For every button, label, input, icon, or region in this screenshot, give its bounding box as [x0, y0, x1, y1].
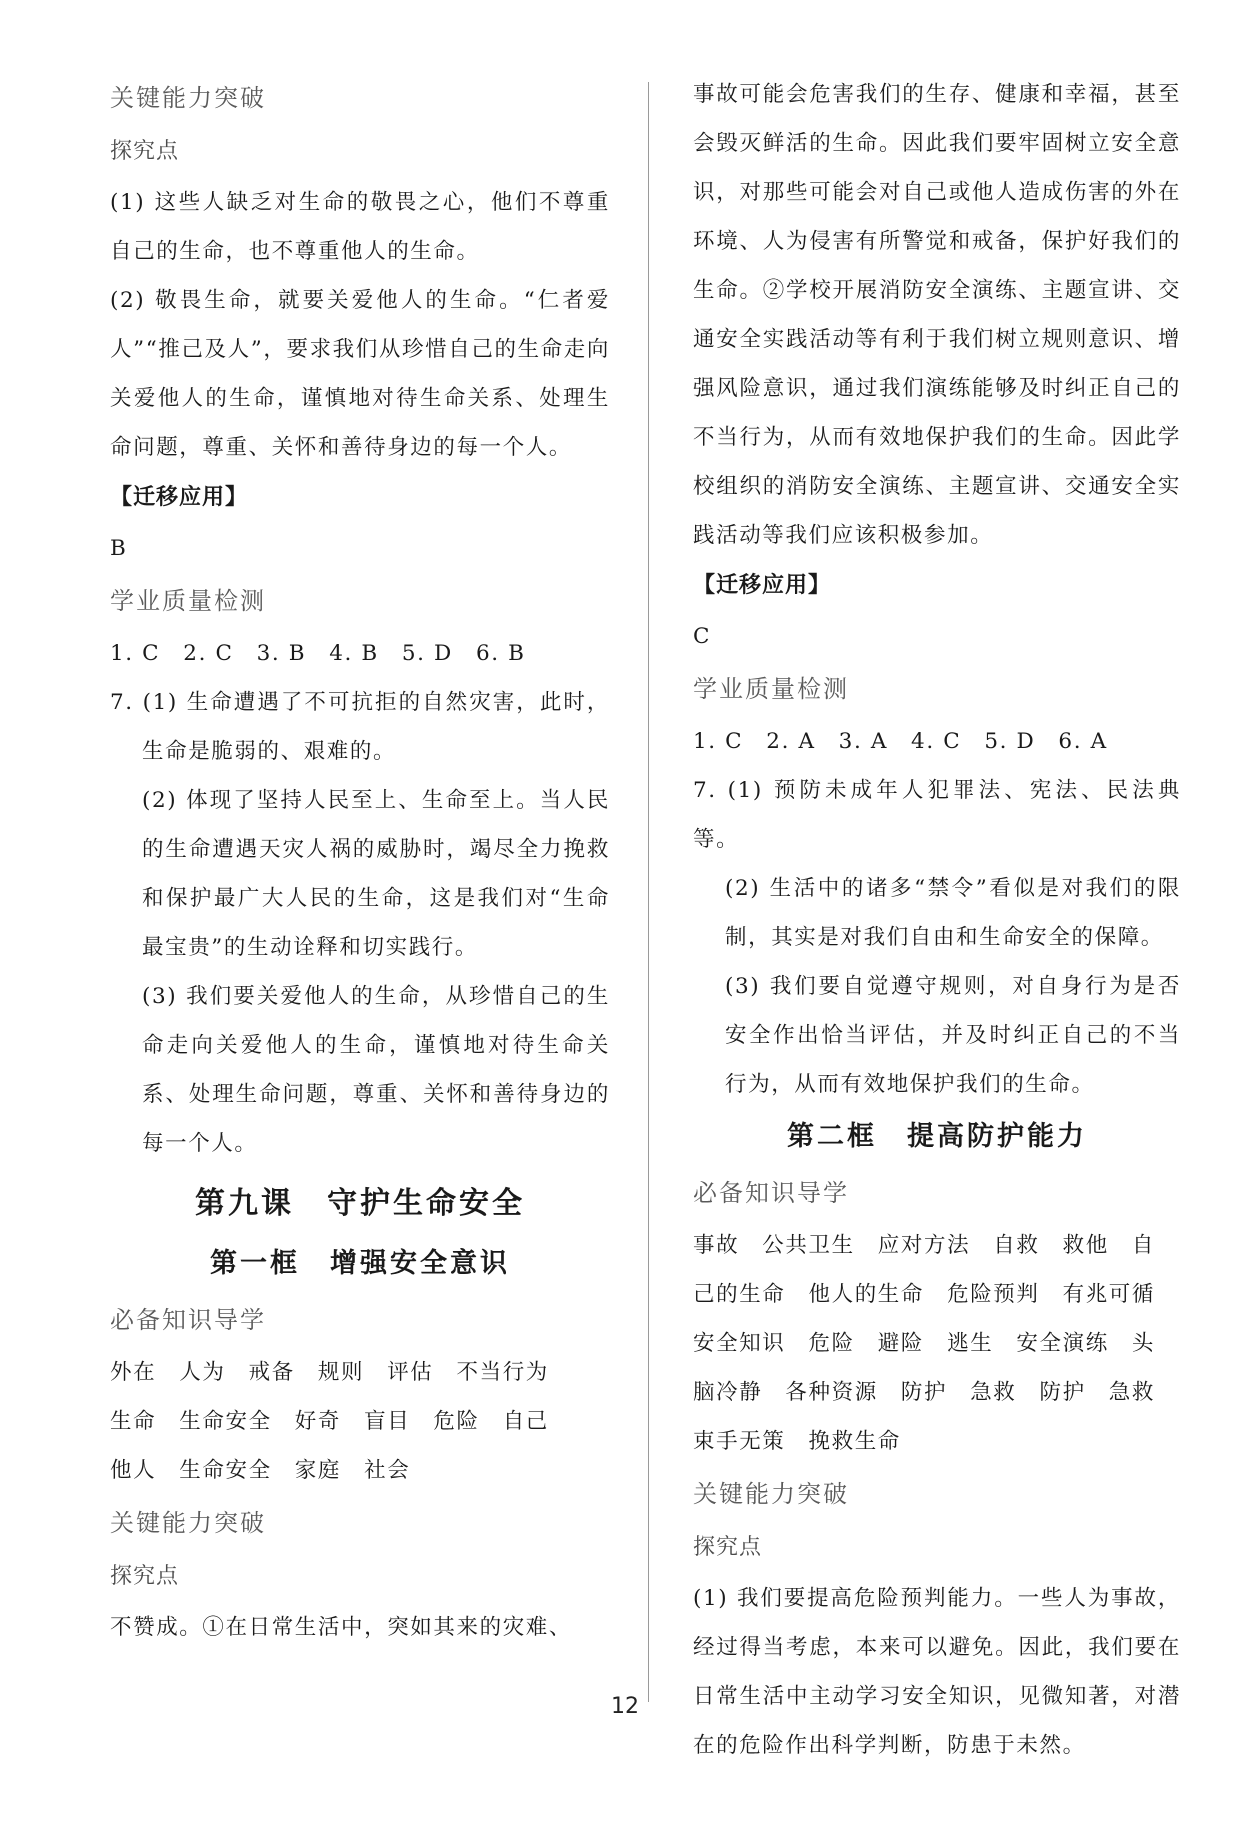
question-7-part-1: 7. (1) 生命遭遇了不可抗拒的自然灾害，此时，生命是脆弱的、艰难的。: [110, 690, 610, 764]
keyword-line-r3: 安全知识 危险 避险 逃生 安全演练 头: [693, 1331, 1156, 1356]
column-divider: [648, 82, 649, 1702]
subheading-explore-2: 探究点: [110, 1564, 180, 1589]
subheading-explore-right: 探究点: [693, 1535, 763, 1560]
answer-paragraph-continued: 事故可能会危害我们的生存、健康和幸福，甚至会毁灭鲜活的生命。因此我们要牢固树立安全意识，对那些可能会对自己或他人造成伤害的外在环境、人为侵害有所警觉和戒备，保护好我们的生命。②学校开展消防安全演练、主题宣讲、交通安全实践活动等有利于我们树立规则意识、增强风险意识，通过我们演练能够及时纠正自己的不当行为，从而有效地保护我们的生命。因此学校组织的消防安全演练、主题宣讲、交通安全实践活动等我们应该积极参加。: [693, 82, 1181, 548]
keyword-line-2: 生命 生命安全 好奇 盲目 危险 自己: [110, 1409, 549, 1434]
question-7-part-3-right: (3) 我们要自觉遵守规则，对自身行为是否安全作出恰当评估，并及时纠正自己的不当行为，从而有效地保护我们的生命。: [725, 974, 1181, 1097]
answer-paragraph-1: (1) 这些人缺乏对生命的敬畏之心，他们不尊重自己的生命，也不尊重他人的生命。: [110, 190, 610, 264]
keyword-line-r5: 束手无策 挽救生命: [693, 1429, 901, 1454]
right-column: [693, 70, 1181, 1770]
page-number: 12: [611, 1694, 639, 1719]
keyword-line-r4: 脑冷静 各种资源 防护 急救 防护 急救: [693, 1380, 1156, 1405]
transfer-heading: 【迁移应用】: [110, 485, 249, 510]
lesson-title: 第九课 守护生命安全: [195, 1186, 525, 1221]
quality-heading-right: 学业质量检测: [693, 675, 849, 703]
guide-heading-right: 必备知识导学: [693, 1179, 849, 1207]
question-7-part-3: (3) 我们要关爱他人的生命，从珍惜自己的生命走向关爱他人的生命，谨慎地对待生命关系、处理生命问题，尊重、关怀和善待身边的每一个人。: [142, 984, 610, 1156]
choice-answers: 1. C 2. C 3. B 4. B 5. D 6. B: [110, 641, 526, 666]
transfer-answer-right: C: [693, 624, 712, 649]
section-heading-key-ability: 关键能力突破: [110, 84, 266, 112]
keyword-line-r1: 事故 公共卫生 应对方法 自救 救他 自: [693, 1233, 1156, 1258]
keyword-line-3: 他人 生命安全 家庭 社会: [110, 1458, 411, 1483]
transfer-answer: B: [110, 536, 128, 561]
answer-paragraph-3: 不赞成。①在日常生活中，突如其来的灾难、: [110, 1615, 573, 1640]
frame-title-1: 第一框 增强安全意识: [210, 1248, 510, 1279]
section-heading-key-ability-2: 关键能力突破: [110, 1509, 266, 1537]
transfer-heading-right: 【迁移应用】: [693, 573, 832, 598]
keyword-line-1: 外在 人为 戒备 规则 评估 不当行为: [110, 1360, 549, 1385]
answer-paragraph-2: (2) 敬畏生命，就要关爱他人的生命。“仁者爱人”“推己及人”，要求我们从珍惜自己的生命走向关爱他人的生命，谨慎地对待生命关系、处理生命问题，尊重、关怀和善待身边的每一个人。: [110, 288, 610, 460]
keyword-line-r2: 己的生命 他人的生命 危险预判 有兆可循: [693, 1282, 1156, 1307]
section-heading-key-ability-right: 关键能力突破: [693, 1480, 849, 1508]
answer-paragraph-right-2: (1) 我们要提高危险预判能力。一些人为事故，经过得当考虑，本来可以避免。因此，我们要在日常生活中主动学习安全知识，见微知著，对潜在的危险作出科学判断，防患于未然。: [693, 1586, 1181, 1758]
guide-heading: 必备知识导学: [110, 1306, 266, 1334]
subheading-explore: 探究点: [110, 139, 180, 164]
frame-title-2: 第二框 提高防护能力: [787, 1121, 1087, 1152]
left-column: [110, 70, 610, 1652]
question-7-part-2: (2) 体现了坚持人民至上、生命至上。当人民的生命遭遇天灾人祸的威胁时，竭尽全力挽救和保护最广大人民的生命，这是我们对“生命最宝贵”的生动诠释和切实践行。: [142, 788, 610, 960]
question-7-part-2-right: (2) 生活中的诸多“禁令”看似是对我们的限制，其实是对我们自由和生命安全的保障。: [725, 876, 1181, 950]
question-7-part-1-right: 7. (1) 预防未成年人犯罪法、宪法、民法典等。: [693, 778, 1181, 852]
choice-answers-right: 1. C 2. A 3. A 4. C 5. D 6. A: [693, 729, 1108, 754]
quality-heading: 学业质量检测: [110, 587, 266, 615]
